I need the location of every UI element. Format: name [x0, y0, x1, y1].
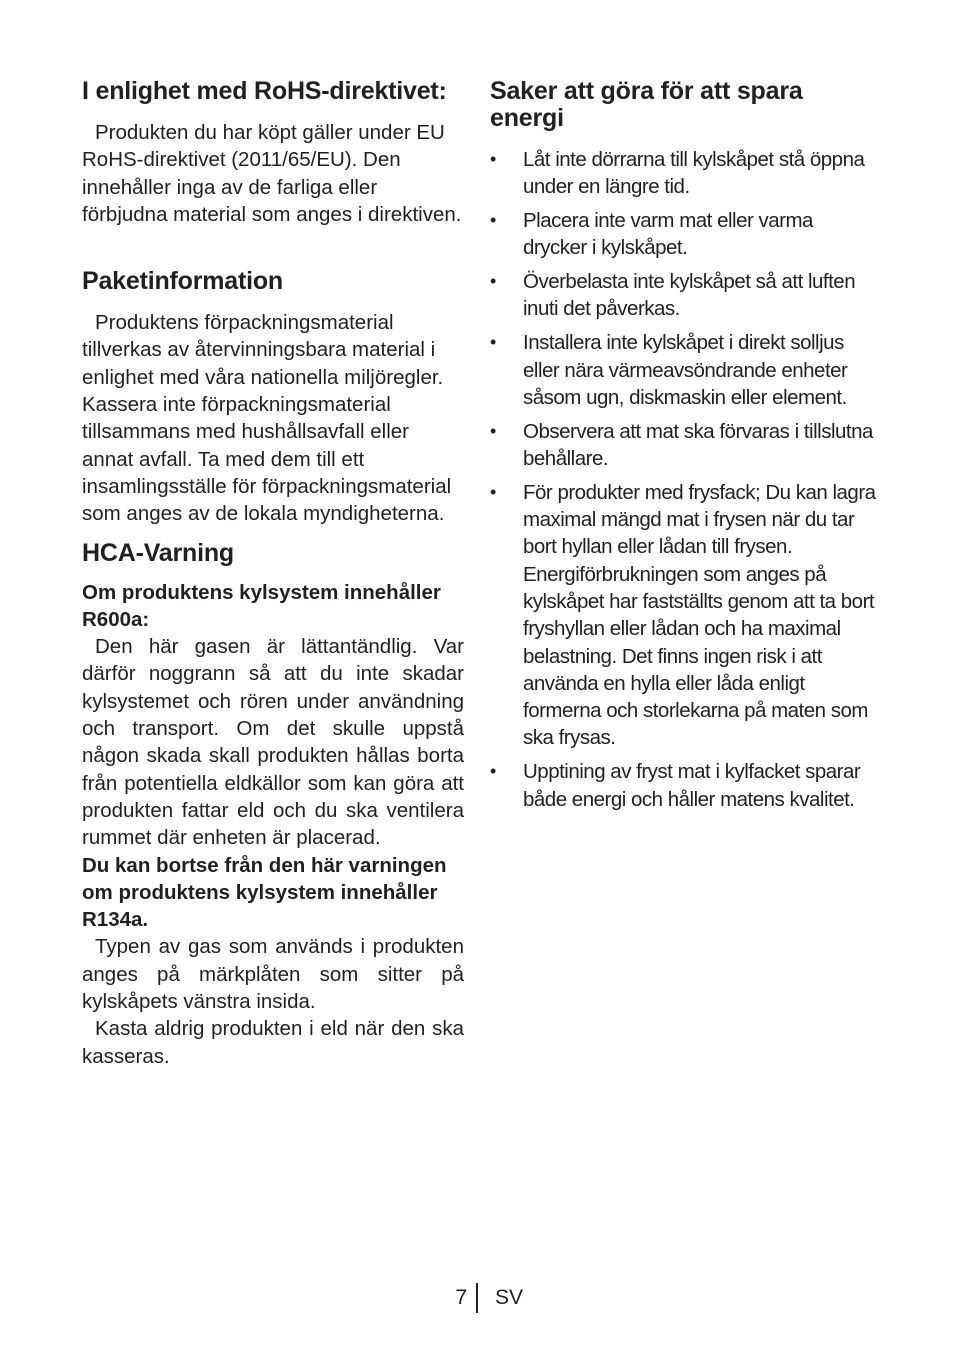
bullet-icon: •: [490, 210, 496, 231]
list-item-text: Låt inte dörrarna till kylskåpet stå öppna under en längre tid.: [523, 148, 865, 199]
language-code: SV: [495, 1286, 524, 1309]
package-info-paragraph: Produktens förpackningsmaterial tillverkas av återvinningsbara material i enlighet med våra nationella miljöregler. Kassera inte förpackningsmaterial tillsammans med hushållsavfall eller annat avfall. Ta med dem till ett insamlingsställe för förpackningsmaterial som anges av de lokala myndigheterna.: [82, 311, 452, 526]
footer-divider: [476, 1283, 478, 1313]
hca-r600a-subheading: Om produktens kylsystem innehåller R600a:: [82, 580, 441, 631]
list-item-text: Överbelasta inte kylskåpet så att luften inuti det påverkas.: [523, 270, 856, 321]
bullet-icon: •: [490, 481, 496, 502]
list-item: [490, 479, 880, 752]
hca-gas-type-paragraph: Typen av gas som används i produkten anges på märkplåten som sitter på kylskåpets vänstra insida.: [82, 935, 464, 1014]
bullet-icon: •: [490, 761, 496, 782]
right-column: [490, 78, 880, 819]
bullet-icon: •: [490, 271, 496, 292]
list-item: [490, 146, 880, 201]
rohs-paragraph: Produkten du har köpt gäller under EU RoHS-direktivet (2011/65/EU). Den innehåller inga av de farliga eller förbjudna material som anges i direktiven.: [82, 121, 462, 226]
bullet-icon: •: [490, 149, 496, 169]
list-item-text: För produkter med frysfack; Du kan lagra maximal mängd mat i frysen när du tar bort hyllan eller lådan till frysen. Energiförbrukningen som anges på kylskåpet har fastställts genom att ta bort fryshyllan eller lådan och ha maximal belastning. Det finns ingen risk i att använda en hylla eller låda enligt formerna och storlekarna på maten som ska frysas.: [523, 480, 876, 750]
energy-tips-list: [490, 146, 880, 813]
left-column: [82, 78, 464, 1070]
page-footer: [0, 1283, 954, 1313]
list-item-text: Placera inte varm mat eller varma drycker i kylskåpet.: [523, 209, 813, 260]
list-item: [490, 329, 880, 411]
hca-r134a-subheading: Du kan bortse från den här varningen om produktens kylsystem innehåller R134a.: [82, 853, 447, 932]
list-item: [490, 758, 880, 813]
list-item: [490, 207, 880, 262]
list-item-text: Installera inte kylskåpet i direkt solljus eller nära värmeavsöndrande enheter såsom ugn, diskmaskin eller element.: [523, 331, 848, 409]
page-number: 7: [455, 1286, 467, 1309]
package-info-heading: Paketinformation: [82, 267, 283, 296]
bullet-icon: •: [490, 420, 496, 441]
energy-saving-heading: Saker att göra för att spara energi: [490, 77, 803, 132]
bullet-icon: •: [490, 332, 496, 353]
list-item: [490, 418, 880, 473]
list-item-text: Upptining av fryst mat i kylfacket sparar både energi och håller matens kvalitet.: [523, 760, 861, 811]
hca-disposal-paragraph: Kasta aldrig produkten i eld när den ska kasseras.: [82, 1017, 464, 1068]
rohs-heading: I enlighet med RoHS-direktivet:: [82, 77, 447, 105]
hca-r600a-paragraph: Den här gasen är lättantändlig. Var därför noggrann så att du inte skadar kylsystemet och rören under användning och transport. Om det skulle uppstå någon skada skall produkten hållas borta från potentiella eldkällor som kan göra att produkten fattar eld och du ska ventilera rummet där enheten är placerad.: [82, 635, 464, 850]
list-item: [490, 268, 880, 323]
hca-warning-heading: HCA-Varning: [82, 538, 234, 567]
list-item-text: Observera att mat ska förvaras i tillslutna behållare.: [523, 419, 873, 470]
